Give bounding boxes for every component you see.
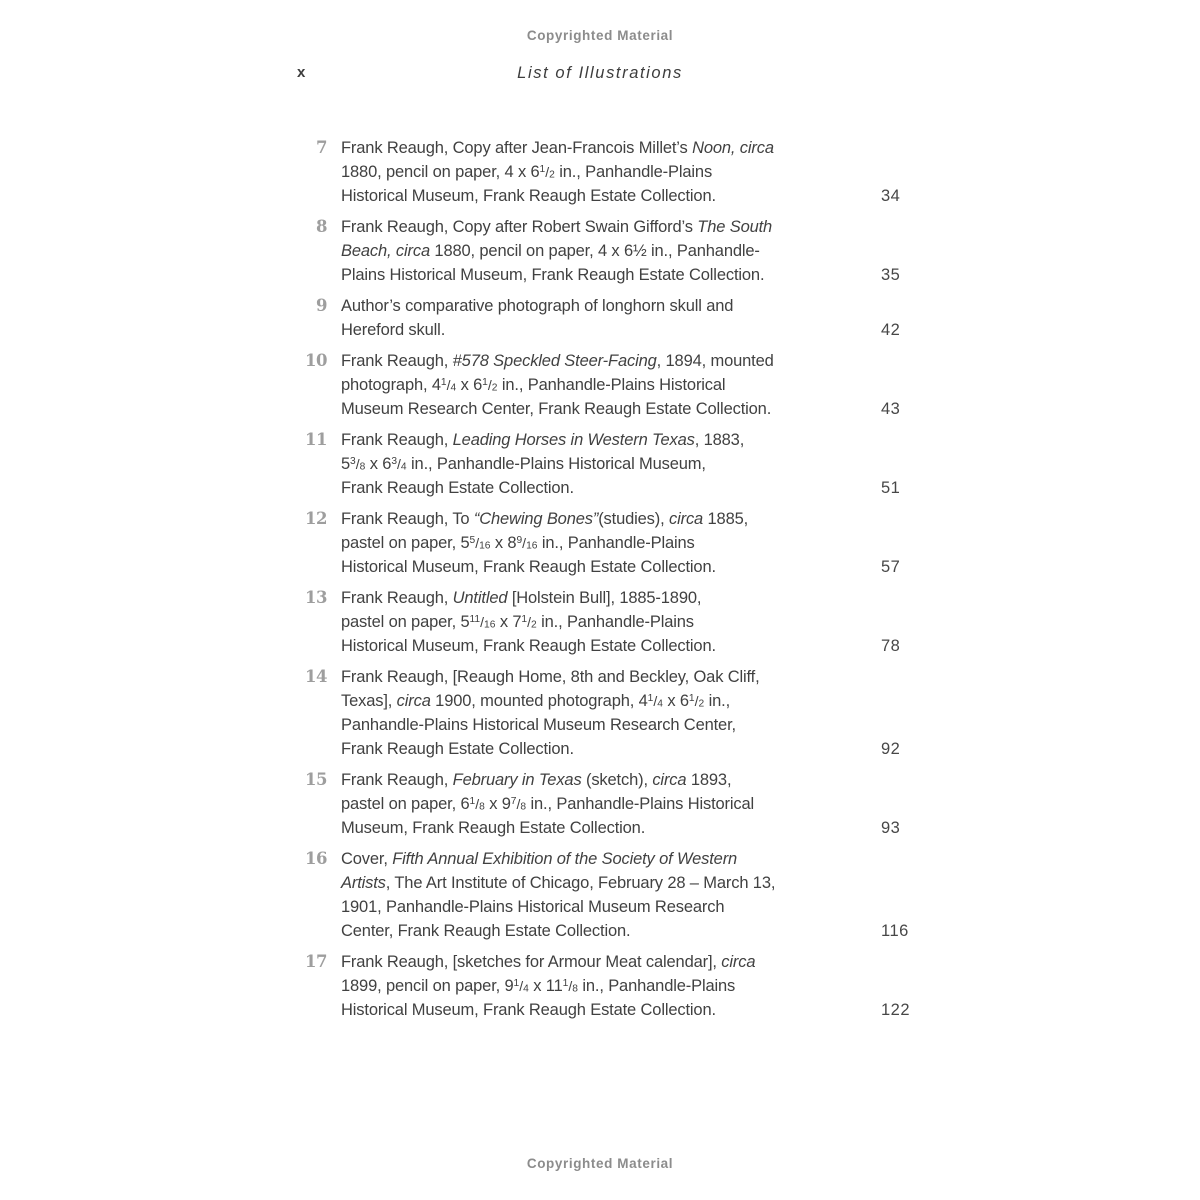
entry-number: 17 xyxy=(305,952,327,971)
illustration-entry xyxy=(300,136,900,208)
copyright-notice-top: Copyrighted Material xyxy=(526,28,674,43)
entry-number: 7 xyxy=(316,138,327,157)
entry-description: Frank Reaugh, Copy after Robert Swain Gifford’s The South Beach, circa 1880, pencil on paper, 4 x 6½ in., Panhandle- Plains Historical Museum, Frank Reaugh Estate Collection. xyxy=(341,218,773,284)
entry-page-ref: 51 xyxy=(881,479,901,497)
entry-description: Frank Reaugh, February in Texas (sketch), circa 1893, pastel on paper, $6^1/_8$ x $9^7/_8$ in., Panhandle-Plains Historical Museum, Frank Reaugh Estate Collection. xyxy=(341,771,755,837)
entry-number: 16 xyxy=(305,849,327,868)
entry-description: Frank Reaugh, [sketches for Armour Meat calendar], circa 1899, pencil on paper, $9^1/_4$ x $11^1/_8$ in., Panhandle-Plains Historical Museum, Frank Reaugh Estate Collection. xyxy=(341,953,756,1019)
entry-page-ref: 35 xyxy=(881,266,901,284)
illustration-entry xyxy=(300,294,900,342)
entry-number: 10 xyxy=(305,351,327,370)
entry-number: 9 xyxy=(316,296,327,315)
entry-page-ref: 57 xyxy=(881,558,901,576)
entry-page-ref: 78 xyxy=(881,637,901,655)
entry-page-ref: 43 xyxy=(881,400,901,418)
illustration-entry xyxy=(300,349,900,421)
entry-description: Author’s comparative photograph of longhorn skull and Hereford skull. xyxy=(341,297,734,339)
page-header xyxy=(0,64,1200,86)
illustration-entry xyxy=(300,215,900,287)
illustration-entry xyxy=(300,586,900,658)
entry-page-ref: 93 xyxy=(881,819,901,837)
entry-number: 8 xyxy=(316,217,327,236)
entry-page-ref: 42 xyxy=(881,321,901,339)
illustration-entry xyxy=(300,507,900,579)
entry-page-ref: 122 xyxy=(881,1001,911,1019)
entry-number: 15 xyxy=(305,770,327,789)
folio-page-number: x xyxy=(297,64,306,81)
illustration-entry xyxy=(300,768,900,840)
entry-description: Frank Reaugh, Leading Horses in Western Texas, 1883, $5^3/_8$ x $6^3/_4$ in., Panhandle-Plains Historical Museum, Frank Reaugh Estate Collection. xyxy=(341,431,745,497)
entry-description: Frank Reaugh, Untitled [Holstein Bull], 1885-1890, pastel on paper, $5^{11}/_{16}$ x $7^1/_2$ in., Panhandle-Plains Historical Museum, Frank Reaugh Estate Collection. xyxy=(341,589,716,655)
copyright-notice-bottom: Copyrighted Material xyxy=(526,1156,674,1171)
entry-number: 11 xyxy=(305,430,327,449)
illustration-list xyxy=(300,136,911,1029)
entry-number: 13 xyxy=(305,588,327,607)
entry-number: 14 xyxy=(305,667,327,686)
entry-page-ref: 116 xyxy=(881,922,909,940)
entry-description: Frank Reaugh, #578 Speckled Steer-Facing, 1894, mounted photograph, $4^1/_4$ x $6^1/_2$ in., Panhandle-Plains Historical Museum Research Center, Frank Reaugh Estate Collection. xyxy=(341,352,774,418)
illustration-entry xyxy=(300,428,900,500)
illustration-entry xyxy=(300,665,900,761)
illustration-entry xyxy=(300,847,909,943)
entry-number: 12 xyxy=(305,509,327,528)
entry-description: Frank Reaugh, To “Chewing Bones”(studies), circa 1885, pastel on paper, $5^5/_{16}$ x $8^9/_{16}$ in., Panhandle-Plains Historical Museum, Frank Reaugh Estate Collection. xyxy=(341,510,749,576)
entry-page-ref: 34 xyxy=(881,187,901,205)
entry-description: Frank Reaugh, [Reaugh Home, 8th and Beckley, Oak Cliff, Texas], circa 1900, mounted photograph, $4^1/_4$ x $6^1/_2$ in., Panhandle-Plains Historical Museum Research Center, Frank Reaugh Estate Collection. xyxy=(341,668,760,758)
entry-description: Frank Reaugh, Copy after Jean-Francois Millet’s Noon, circa 1880, pencil on paper, 4 x $6^1/_2$ in., Panhandle-Plains Historical Museum, Frank Reaugh Estate Collection. xyxy=(341,139,774,205)
entry-page-ref: 92 xyxy=(881,740,901,758)
running-title: List of Illustrations xyxy=(517,64,683,82)
entry-description: Cover, Fifth Annual Exhibition of the Society of Western Artists, The Art Institute of Chicago, February 28 – March 13, 1901, Panhandle-Plains Historical Museum Research Center, Frank Reaugh Estate Collection. xyxy=(341,850,776,940)
illustration-entry xyxy=(300,950,911,1022)
